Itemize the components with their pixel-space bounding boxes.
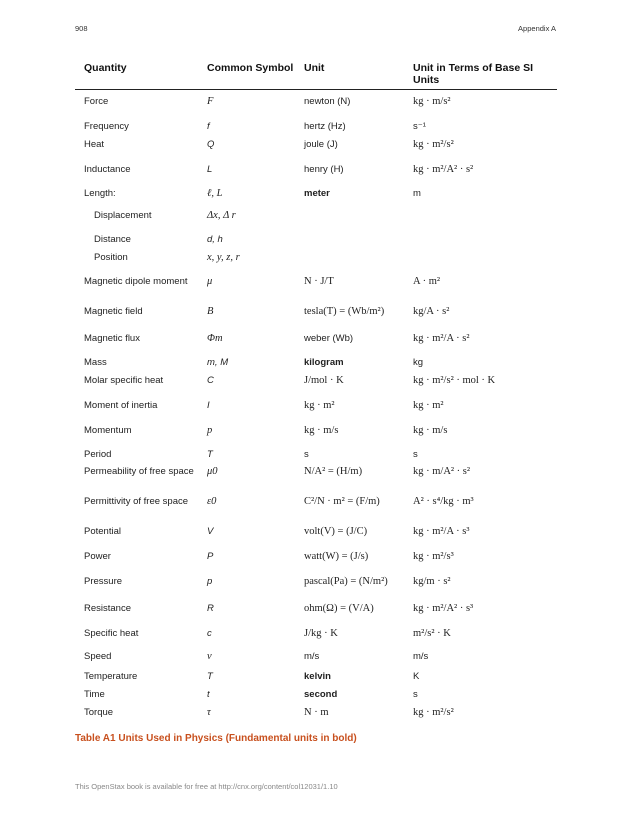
symbol-cell: μ⃗ (207, 276, 221, 287)
symbol-cell: t (207, 689, 210, 700)
base-unit-cell: kg · m²/A · s³ (413, 526, 470, 537)
quantity-cell: Period (84, 449, 112, 460)
base-unit-cell: kg/A · s² (413, 306, 450, 317)
symbol-cell: B⃗ (207, 306, 222, 317)
base-unit-cell: kg · m²/A² · s³ (413, 603, 474, 614)
unit-cell: ohm(Ω) = (V/A) (304, 603, 374, 614)
quantity-cell: Permeability of free space (84, 466, 194, 477)
unit-cell: kelvin (304, 671, 331, 682)
symbol-cell: c (207, 628, 212, 639)
base-unit-cell: kg · m²/s³ (413, 551, 454, 562)
quantity-cell: Magnetic field (84, 306, 143, 317)
base-unit-cell: m (413, 188, 421, 199)
unit-cell: m/s (304, 651, 320, 662)
base-unit-cell: kg · m²/s² · mol · K (413, 375, 496, 386)
base-unit-cell: kg · m/s² (413, 96, 451, 107)
unit-cell: kg · m² (304, 400, 335, 411)
column-header-symbol: Common Symbol (207, 62, 294, 74)
quantity-cell: Force (84, 96, 109, 107)
page-number: 908 (75, 24, 88, 33)
quantity-cell: Time (84, 689, 105, 700)
base-unit-cell: kg/m · s² (413, 576, 451, 587)
quantity-cell: Potential (84, 526, 121, 537)
unit-cell: second (304, 689, 338, 700)
symbol-cell: ℓ, L (207, 188, 223, 199)
unit-cell: C²/N · m² = (F/m) (304, 496, 380, 507)
symbol-cell: p (207, 576, 213, 587)
unit-cell: kg · m/s (304, 425, 339, 436)
symbol-cell: τ⃗ (207, 707, 219, 718)
base-unit-cell: kg (413, 357, 424, 368)
page-footer: This OpenStax book is available for free at http://cnx.org/content/col12031/1.10 (75, 782, 338, 791)
quantity-cell: Molar specific heat (84, 375, 164, 386)
column-header-base-units: Unit in Terms of Base SI Units (413, 62, 533, 86)
unit-cell: joule (J) (304, 139, 338, 150)
unit-cell: tesla(T) = (Wb/m²) (304, 306, 385, 317)
symbol-cell: μ0 (207, 466, 218, 477)
symbol-cell: L (207, 164, 213, 175)
unit-cell: J/mol · K (304, 375, 344, 386)
unit-cell: weber (Wb) (304, 333, 354, 344)
symbol-cell: T (207, 671, 213, 682)
quantity-cell: Specific heat (84, 628, 139, 639)
quantity-cell: Position (94, 252, 128, 263)
quantity-cell: Displacement (94, 210, 152, 221)
unit-cell: volt(V) = (J/C) (304, 526, 368, 537)
symbol-cell: f (207, 121, 210, 132)
base-unit-cell: kg · m²/A² · s² (413, 164, 474, 175)
column-header-unit: Unit (304, 62, 325, 74)
base-unit-cell: kg · m/s (413, 425, 448, 436)
base-unit-cell: m²/s² · K (413, 628, 451, 639)
unit-cell: N · J/T (304, 276, 334, 287)
quantity-cell: Temperature (84, 671, 138, 682)
base-unit-cell: kg · m²/A · s² (413, 333, 470, 344)
quantity-cell: Power (84, 551, 111, 562)
quantity-cell: Inductance (84, 164, 131, 175)
symbol-cell: x, y, z, r⃗ (207, 252, 248, 263)
symbol-cell: Q (207, 139, 215, 150)
symbol-cell: T (207, 449, 213, 460)
symbol-cell: C (207, 375, 214, 386)
base-unit-cell: kg · m² (413, 400, 444, 411)
unit-cell: hertz (Hz) (304, 121, 346, 132)
quantity-cell: Moment of inertia (84, 400, 158, 411)
symbol-cell: I (207, 400, 210, 411)
symbol-cell: Φm (207, 333, 223, 344)
quantity-cell: Resistance (84, 603, 131, 614)
unit-cell: watt(W) = (J/s) (304, 551, 369, 562)
symbol-cell: P (207, 551, 214, 562)
unit-cell: N · m (304, 707, 329, 718)
symbol-cell: ν (207, 651, 212, 662)
symbol-cell: d, h (207, 234, 223, 245)
unit-cell: J/kg · K (304, 628, 338, 639)
quantity-cell: Heat (84, 139, 105, 150)
quantity-cell: Distance (94, 234, 131, 245)
unit-cell: kilogram (304, 357, 344, 368)
quantity-cell: Mass (84, 357, 107, 368)
symbol-cell: F⃗ (207, 96, 222, 107)
base-unit-cell: m/s (413, 651, 429, 662)
base-unit-cell: A · m² (413, 276, 441, 287)
symbol-cell: V (207, 526, 214, 537)
base-unit-cell: kg · m/A² · s² (413, 466, 471, 477)
base-unit-cell: A² · s⁴/kg · m³ (413, 496, 474, 507)
base-unit-cell: s (413, 689, 418, 700)
section-title: Appendix A (518, 24, 556, 33)
quantity-cell: Permittivity of free space (84, 496, 189, 507)
unit-cell: meter (304, 188, 330, 199)
symbol-cell: R (207, 603, 214, 614)
quantity-cell: Momentum (84, 425, 132, 436)
column-header-quantity: Quantity (84, 62, 127, 74)
symbol-cell: Δx, Δ r⃗ (207, 210, 244, 221)
symbol-cell: m, M (207, 357, 229, 368)
quantity-cell: Speed (84, 651, 112, 662)
quantity-cell: Frequency (84, 121, 129, 132)
unit-cell: pascal(Pa) = (N/m²) (304, 576, 388, 587)
quantity-cell: Length: (84, 188, 116, 199)
quantity-cell: Pressure (84, 576, 123, 587)
table-header (75, 58, 557, 90)
unit-cell: newton (N) (304, 96, 351, 107)
table-caption: Table A1 Units Used in Physics (Fundamental units in bold) (75, 733, 357, 744)
base-unit-cell: s (413, 449, 418, 460)
symbol-cell: ε0 (207, 496, 217, 507)
units-table (75, 58, 557, 728)
unit-cell: N/A² = (H/m) (304, 466, 363, 477)
base-unit-cell: s⁻¹ (413, 121, 426, 132)
base-unit-cell: K (413, 671, 420, 682)
unit-cell: henry (H) (304, 164, 344, 175)
base-unit-cell: kg · m²/s² (413, 707, 454, 718)
unit-cell: s (304, 449, 309, 460)
quantity-cell: Torque (84, 707, 114, 718)
base-unit-cell: kg · m²/s² (413, 139, 454, 150)
symbol-cell: p⃗ (207, 425, 221, 436)
quantity-cell: Magnetic dipole moment (84, 276, 188, 287)
quantity-cell: Magnetic flux (84, 333, 140, 344)
